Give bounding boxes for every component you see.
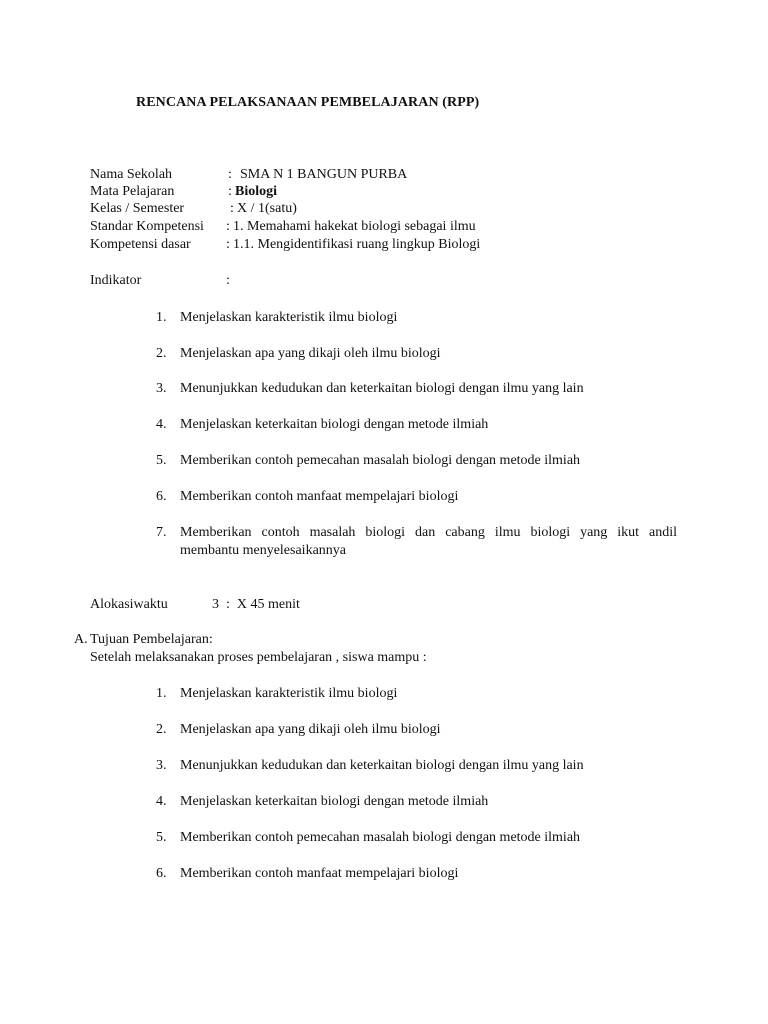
list-item-number: 4. — [156, 794, 167, 809]
list-item-number: 7. — [156, 525, 167, 540]
indikator-sep: : — [226, 273, 230, 288]
list-item-number: 5. — [156, 453, 167, 468]
standar-kompetensi-sep: : — [226, 219, 230, 234]
kompetensi-dasar-label: Kompetensi dasar — [90, 237, 191, 252]
kelas-semester-sep: : — [230, 201, 234, 216]
standar-kompetensi-value: 1. Memahami hakekat biologi sebagai ilmu — [233, 219, 476, 234]
list-item: Memberikan contoh masalah biologi dan cabang ilmu biologi yang ikut andil — [180, 525, 677, 540]
list-item: Memberikan contoh manfaat mempelajari biologi — [180, 489, 459, 504]
list-item-number: 3. — [156, 758, 167, 773]
list-item: Memberikan contoh pemecahan masalah biologi dengan metode ilmiah — [180, 830, 581, 845]
kompetensi-dasar-value: 1.1. Mengidentifikasi ruang lingkup Biologi — [233, 237, 481, 252]
list-item-number: 6. — [156, 866, 167, 881]
list-item: Menjelaskan karakteristik ilmu biologi — [180, 310, 398, 325]
list-item: Menjelaskan karakteristik ilmu biologi — [180, 686, 398, 701]
list-item-number: 5. — [156, 830, 167, 845]
tujuan-heading-letter: A. — [74, 632, 88, 647]
tujuan-intro: Setelah melaksanakan proses pembelajaran , siswa mampu : — [90, 650, 427, 665]
list-item: Memberikan contoh pemecahan masalah biologi dengan metode ilmiah — [180, 453, 581, 468]
list-item-number: 1. — [156, 686, 167, 701]
list-item: Menunjukkan kedudukan dan keterkaitan biologi dengan ilmu yang lain — [180, 758, 584, 773]
tujuan-heading: Tujuan Pembelajaran: — [90, 632, 213, 647]
nama-sekolah-value: SMA N 1 BANGUN PURBA — [240, 167, 408, 182]
mata-pelajaran-label: Mata Pelajaran — [90, 184, 175, 199]
alokasi-waktu-value: 3 : X 45 menit — [212, 597, 300, 612]
list-item: Menjelaskan keterkaitan biologi dengan metode ilmiah — [180, 417, 489, 432]
document-title: RENCANA PELAKSANAAN PEMBELAJARAN (RPP) — [136, 95, 480, 110]
list-item-number: 2. — [156, 722, 167, 737]
alokasi-waktu-label: Alokasiwaktu — [90, 597, 168, 612]
list-item-number: 6. — [156, 489, 167, 504]
list-item: Menjelaskan apa yang dikaji oleh ilmu biologi — [180, 722, 441, 737]
kelas-semester-value: X / 1(satu) — [237, 201, 297, 216]
nama-sekolah-sep: : — [228, 167, 232, 182]
list-item: Menjelaskan apa yang dikaji oleh ilmu biologi — [180, 346, 441, 361]
list-item-continuation: membantu menyelesaikannya — [180, 543, 346, 558]
mata-pelajaran-sep: : — [228, 184, 232, 199]
list-item: Menjelaskan keterkaitan biologi dengan metode ilmiah — [180, 794, 489, 809]
indikator-label: Indikator — [90, 273, 142, 288]
nama-sekolah-label: Nama Sekolah — [90, 167, 173, 182]
list-item: Memberikan contoh manfaat mempelajari biologi — [180, 866, 459, 881]
list-item-number: 1. — [156, 310, 167, 325]
list-item: Menunjukkan kedudukan dan keterkaitan biologi dengan ilmu yang lain — [180, 381, 584, 396]
standar-kompetensi-label: Standar Kompetensi — [90, 219, 204, 234]
list-item-number: 2. — [156, 346, 167, 361]
kelas-semester-label: Kelas / Semester — [90, 201, 185, 216]
list-item-number: 3. — [156, 381, 167, 396]
list-item-number: 4. — [156, 417, 167, 432]
kompetensi-dasar-sep: : — [226, 237, 230, 252]
mata-pelajaran-value: Biologi — [235, 184, 278, 199]
